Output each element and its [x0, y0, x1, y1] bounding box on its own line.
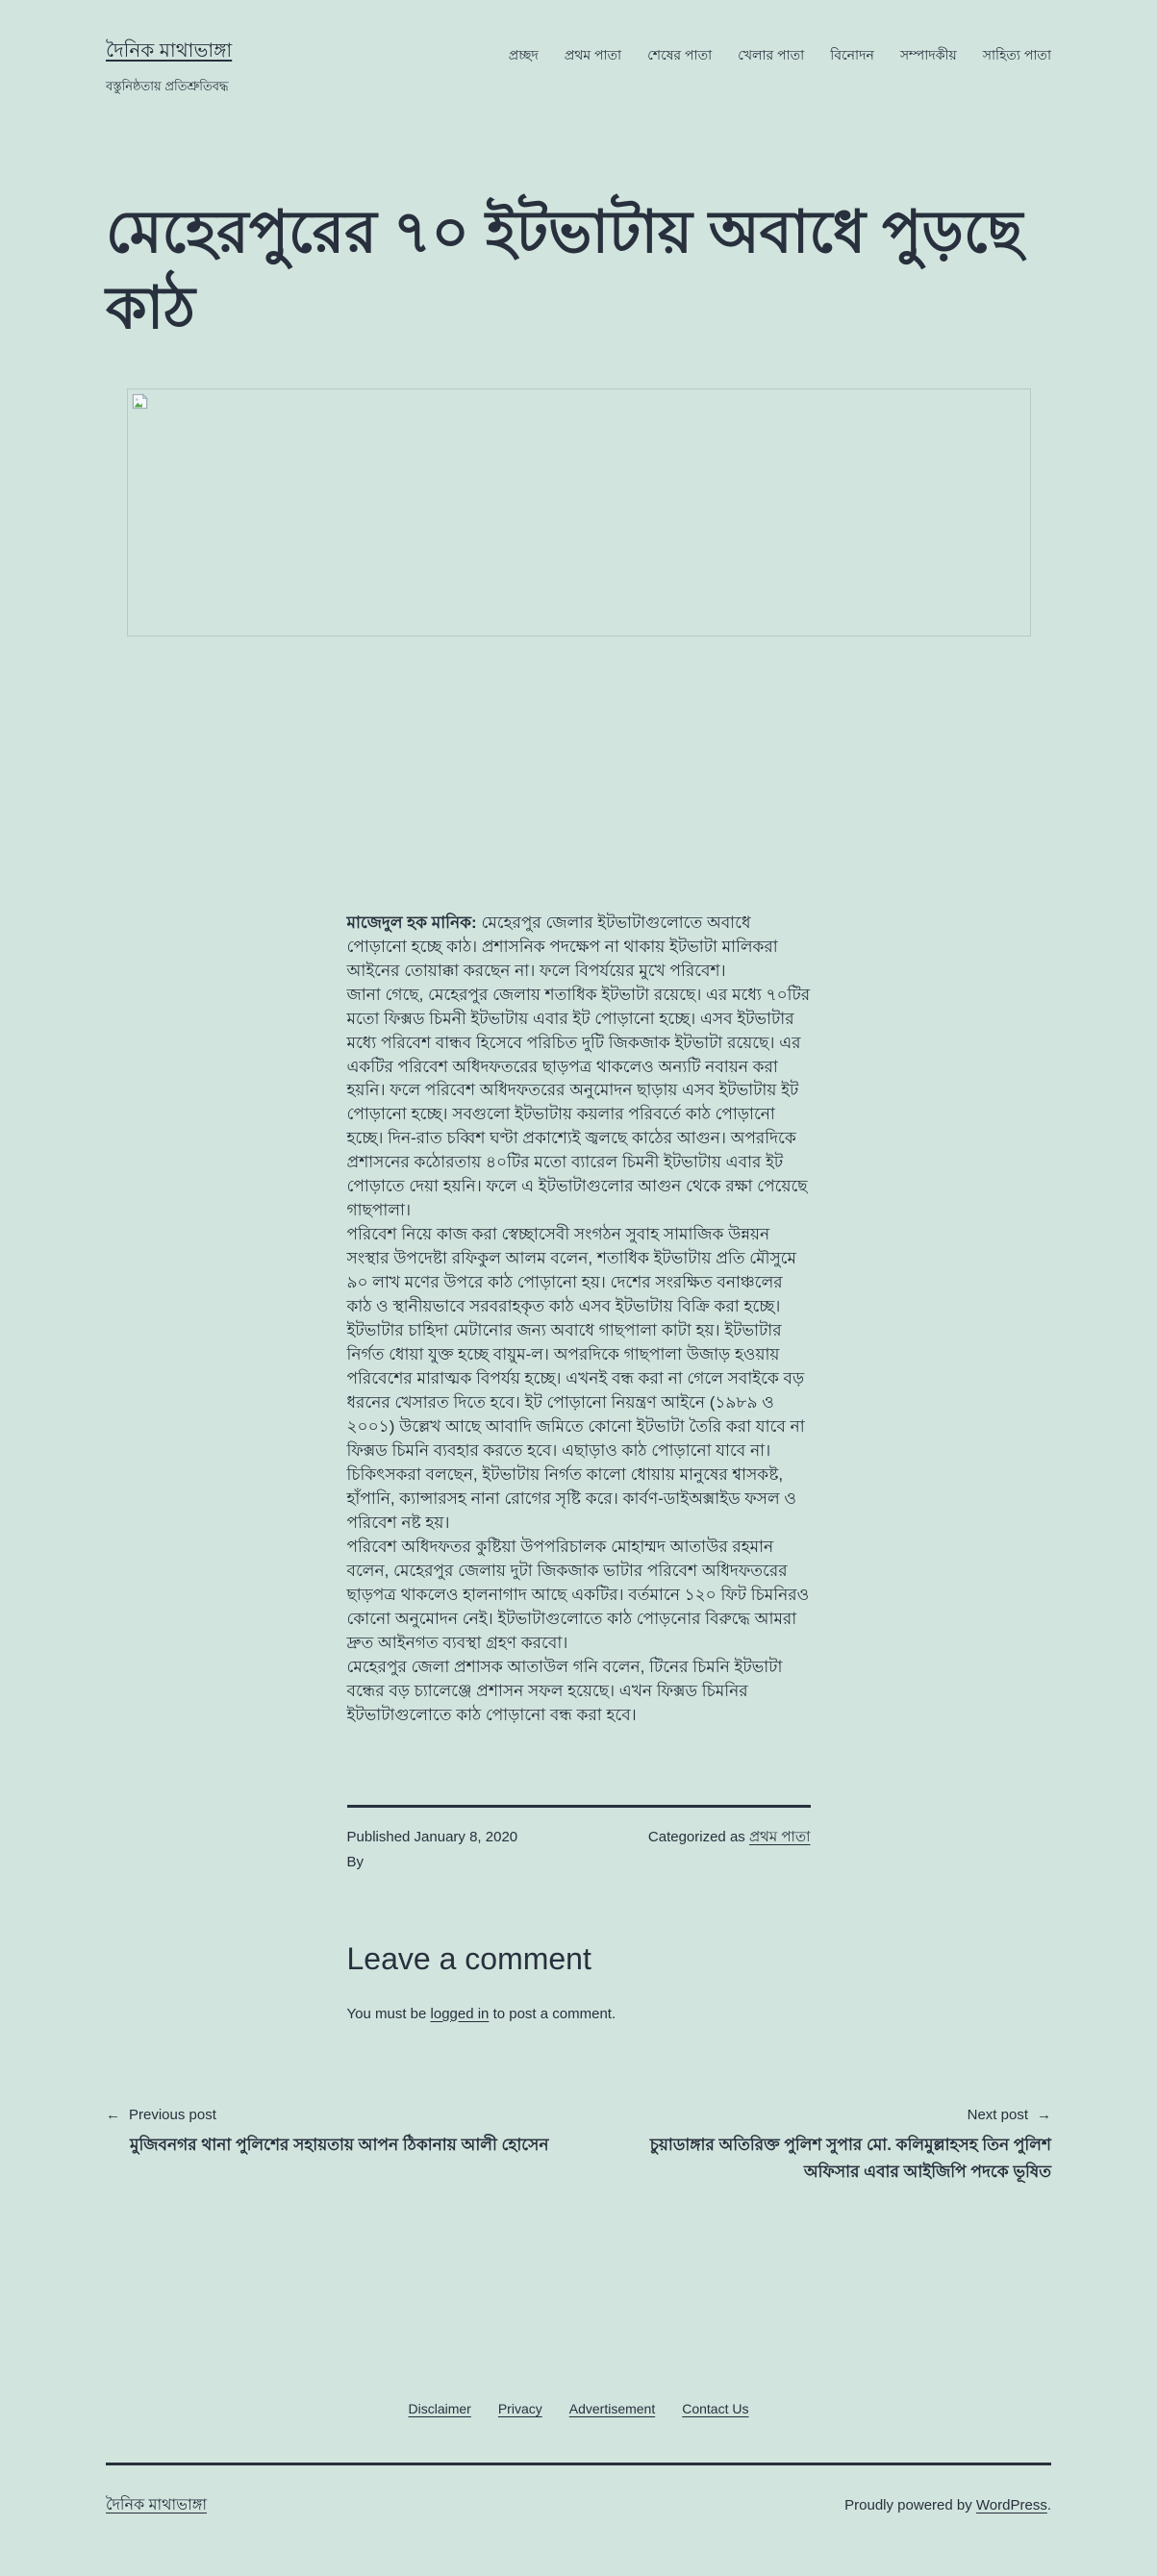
categorized-as-label: Categorized as	[647, 1829, 749, 1846]
next-post-title: চুয়াডাঙ্গার অতিরিক্ত পুলিশ সুপার মো. কলিমুল্লাহসহ তিন পুলিশ অফিসার এবার আইজিপি পদকে ভূষিত	[649, 2135, 1051, 2181]
must-login-notice	[347, 2006, 811, 2022]
category-link[interactable]: প্রথম পাতা	[748, 1829, 811, 1846]
paragraph-text: পরিবেশ নিয়ে কাজ করা স্বেচ্ছাসেবী সংগঠন সুবাহ সামাজিক উন্নয়ন সংস্থার উপদেষ্টা রফিকুল আলম বলেন, শতাধিক ইটভাটায় প্রতি মৌসুমে ৯০ লাখ মণের উপরে কাঠ পোড়ানো হয়। দেশের সংরক্ষিত বনাঞ্চলের কাঠ ও স্থানীয়ভাবে সরবরাহকৃত কাঠ এসব ইটভাটায় বিক্রি করা হচ্ছে। ইটভাটার চাহিদা মেটানোর জন্য অবাধে গাছপালা কাটা হয়। ইটভাটার নির্গত ধোয়া যুক্ত হচ্ছে বায়ুম-ল। অপরদিকে গাছপালা উজাড় হওয়ায় পরিবেশের মারাত্মক বিপর্যয় হচ্ছে। এখনই বন্ধ করা না গেলে সবাইকে বড় ধরনের খেসারত দিতে হবে। ইট পোড়ানো নিয়ন্ত্রণ আইনে (১৯৮৯ ও ২০০১) উল্লেখ আছে আবাদি জমিতে কোনো ইটভাটা তৈরি করা যাবে না ফিক্সড চিমনি ব্যবহার করতে হবে। এছাড়াও কাঠ পোড়ানো যাবে না।	[346, 1225, 805, 1461]
footer-menu-link[interactable]: Contact Us	[682, 2400, 749, 2416]
footer-menu-link[interactable]: Advertisement	[568, 2400, 656, 2416]
primary-nav-list	[509, 44, 1051, 67]
nav-menu-link[interactable]: প্রচ্ছদ	[508, 47, 539, 63]
nav-menu-item	[647, 44, 712, 67]
paragraph-text: মেহেরপুর জেলার ইটভাটাগুলোতে অবাধে পোড়ানো হচ্ছে কাঠ। প্রশাসনিক পদক্ষেপ না থাকায় ইটভাটা মালিকরা আইনের তোয়াক্কা করছেন না। ফলে বিপর্যয়ের মুখে পরিবেশ।	[346, 913, 778, 980]
article-paragraph	[347, 1463, 811, 1536]
article-paragraph	[347, 1656, 811, 1728]
next-post-link[interactable]	[638, 2107, 1051, 2186]
nav-menu-link[interactable]: শেষের পাতা	[647, 47, 713, 63]
wordpress-link[interactable]: WordPress	[975, 2496, 1047, 2513]
footer-site-title-link[interactable]: দৈনিক মাথাভাঙ্গা	[106, 2496, 207, 2513]
featured-image-placeholder	[127, 388, 1031, 637]
nav-menu-link[interactable]: খেলার পাতা	[738, 47, 805, 63]
next-post-label-row	[968, 2107, 1051, 2123]
powered-by	[844, 2497, 1051, 2513]
footer-menu-item	[409, 2401, 471, 2416]
nav-menu-item	[565, 44, 621, 67]
paragraph-text: পরিবেশ অধিদফতর কুষ্টিয়া উপপরিচালক মোহাম্মদ আতাউর রহমান বলেন, মেহেরপুর জেলায় দুটা জিকজাক ভাটার পরিবেশ অধিদফতরের ছাড়পত্র থাকলেও হালনাগাদ আছে একটির। বর্তমানে ১২০ ফিট চিমনিরও কোনো অনুমোদন নেই। ইটভাটাগুলোতে কাঠ পোড়নোর বিরুদ্ধে আমরা দ্রুত আইনগত ব্যবস্থা গ্রহণ করবো।	[346, 1538, 810, 1653]
entry-meta	[347, 1805, 811, 1876]
page-title: মেহেরপুরের ৭০ ইটভাটায় অবাধে পুড়ছে কাঠ	[106, 199, 1023, 341]
article-paragraph	[347, 984, 811, 1224]
login-notice-suffix: to post a comment.	[489, 2005, 616, 2022]
entry-content	[347, 912, 811, 1728]
primary-navigation	[509, 37, 1051, 67]
published-date: Published January 8, 2020	[346, 1829, 518, 1846]
site-tagline: বস্তুনিষ্ঠতায় প্রতিশ্রুতিবদ্ধ	[106, 79, 229, 93]
footer-menu-link[interactable]: Disclaimer	[408, 2400, 471, 2416]
arrow-left-icon: ←	[106, 2106, 120, 2123]
meta-published-block	[347, 1825, 518, 1876]
nav-menu-link[interactable]: বিনোদন	[830, 47, 874, 63]
next-post-label: Next post	[967, 2106, 1028, 2123]
nav-menu-item	[738, 44, 804, 67]
comments-section	[347, 1941, 811, 2022]
post-navigation	[106, 2107, 1051, 2186]
footer-menu	[106, 2401, 1051, 2418]
byline: By	[346, 1854, 365, 1871]
main-content	[106, 194, 1051, 2186]
leave-a-comment-heading: Leave a comment	[346, 1940, 591, 1976]
footer-menu-item	[569, 2401, 655, 2416]
powered-by-prefix: Proudly powered by	[844, 2496, 976, 2513]
article-paragraph	[347, 1536, 811, 1656]
nav-menu-item	[900, 44, 957, 67]
login-notice-prefix: You must be	[346, 2005, 431, 2022]
powered-by-suffix: .	[1046, 2496, 1051, 2513]
nav-menu-link[interactable]: সাহিত্য পাতা	[982, 47, 1051, 63]
paragraph-text: জানা গেছে, মেহেরপুর জেলায় শতাধিক ইটভাটা রয়েছে। এর মধ্যে ৭০টির মতো ফিক্সড চিমনী ইটভাটায় এবার ইট পোড়ানো হচ্ছে। এসব ইটভাটার মধ্যে পরিবেশ বান্ধব হিসেবে পরিচিত দুটি জিকজাক ইটভাটা রয়েছে। এর একটির পরিবেশ অধিদফতরের ছাড়পত্র থাকলেও অন্যটি নবায়ন করা হয়নি। ফলে পরিবেশ অধিদফতরের অনুমোদন ছাড়ায় এসব ইটভাটায় ইট পোড়ানো হচ্ছে। সবগুলো ইটভাটায় কয়লার পরিবর্তে কাঠ পোড়ানো হচ্ছে। দিন-রাত চব্বিশ ঘণ্টা প্রকাশ্যেই জ্বলছে কাঠের আগুন। অপরদিকে প্রশাসনের কঠোরতায় ৪০টির মতো ব্যারেল চিমনী ইটভাটায় এবার ইট পোড়াতে দেয়া হয়নি। ফলে এ ইটভাটাগুলোর আগুন থেকে রক্ষা পেয়েছে গাছপালা।	[346, 985, 811, 1220]
nav-menu-item	[830, 44, 874, 67]
site-branding	[106, 37, 232, 98]
logged-in-link[interactable]: logged in	[430, 2005, 490, 2022]
previous-post-title: মুজিবনগর থানা পুলিশের সহায়তায় আপন ঠিকানায় আলী হোসেন	[130, 2135, 549, 2154]
meta-category-block	[648, 1825, 811, 1876]
previous-post-label: Previous post	[129, 2106, 216, 2123]
site-footer	[106, 2463, 1051, 2576]
paragraph-text: চিকিৎসকরা বলছেন, ইটভাটায় নির্গত কালো ধোয়ায় মানুষের শ্বাসকষ্ট, হাঁপানি, ক্যান্সারসহ নানা রোগের সৃষ্টি করে। কার্বণ-ডাইঅক্সাইড ফসল ও পরিবেশ নষ্ট হয়।	[346, 1465, 796, 1533]
previous-post-link[interactable]	[106, 2107, 549, 2159]
article	[106, 194, 1051, 1876]
nav-menu-item	[509, 44, 539, 67]
site-title-link[interactable]: দৈনিক মাথাভাঙ্গা	[106, 40, 233, 62]
footer-menu-item	[682, 2401, 748, 2416]
paragraph-author-bold: মাজেদুল হক মানিক:	[346, 913, 477, 932]
nav-menu-link[interactable]: প্রথম পাতা	[564, 47, 622, 63]
footer-menu-list	[409, 2401, 749, 2416]
paragraph-text: মেহেরপুর জেলা প্রশাসক আতাউল গনি বলেন, টিনের চিমনি ইটভাটা বন্ধের বড় চ্যালেঞ্জে প্রশাসন সফল হয়েছে। এখন ফিক্সড চিমনির ইটভাটাগুলোতে কাঠ পোড়ানো বন্ধ করা হবে।	[346, 1658, 783, 1725]
broken-image-icon	[131, 392, 149, 415]
site-header	[106, 0, 1051, 98]
article-paragraph	[347, 1223, 811, 1463]
nav-menu-link[interactable]: সম্পাদকীয়	[899, 47, 957, 63]
previous-post-label-row	[106, 2107, 216, 2123]
article-paragraph	[347, 912, 811, 984]
footer-menu-item	[498, 2401, 542, 2416]
nav-menu-item	[983, 44, 1051, 67]
footer-menu-link[interactable]: Privacy	[497, 2400, 542, 2416]
arrow-right-icon: →	[1037, 2106, 1051, 2123]
